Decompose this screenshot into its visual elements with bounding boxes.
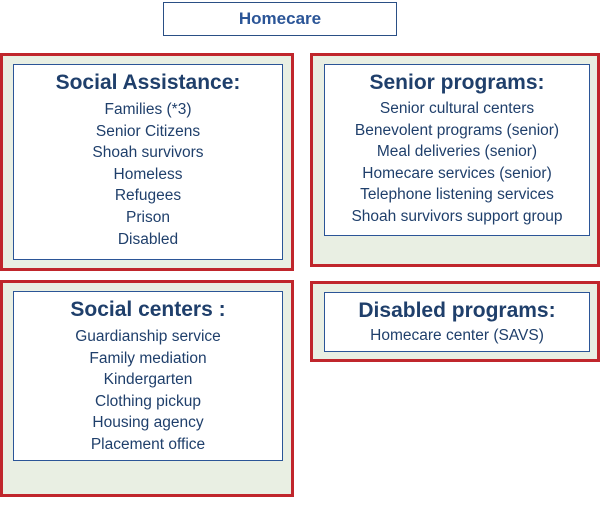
homecare-box <box>163 2 397 36</box>
senior-programs-panel <box>324 64 590 236</box>
list-item: Housing agency <box>92 414 204 432</box>
list-item: Family mediation <box>89 349 207 367</box>
list-item: Kindergarten <box>103 371 193 389</box>
list-item: Benevolent programs (senior) <box>354 121 560 139</box>
list-item: Guardianship service <box>75 328 221 345</box>
disabled-programs-group <box>310 281 600 362</box>
list-item: Homeless <box>113 165 183 183</box>
senior-programs-title: Senior programs: <box>369 71 545 94</box>
list-item: Shoah survivors support group <box>351 207 563 225</box>
social-centers-panel <box>13 291 283 461</box>
list-item: Homecare services (senior) <box>362 164 552 182</box>
list-item: Senior Citizens <box>95 122 201 140</box>
list-item: Disabled <box>117 230 179 248</box>
list-item: Senior cultural centers <box>379 100 535 117</box>
list-item: Telephone listening services <box>360 186 554 204</box>
homecare-title: Homecare <box>238 9 322 28</box>
list-item: Refugees <box>114 187 182 205</box>
list-item: Shoah survivors <box>92 144 204 162</box>
list-item: Homecare center (SAVS) <box>370 327 544 344</box>
list-item: Meal deliveries (senior) <box>376 143 538 161</box>
social-assistance-panel <box>13 64 283 260</box>
list-item: Prison <box>126 208 170 226</box>
social-centers-group <box>0 280 294 497</box>
list-item: Clothing pickup <box>95 392 201 410</box>
social-assistance-title: Social Assistance: <box>55 71 241 94</box>
senior-programs-group <box>310 53 600 267</box>
social-assistance-group <box>0 53 294 271</box>
list-item: Families (*3) <box>104 101 192 118</box>
disabled-programs-panel <box>324 292 590 352</box>
social-centers-title: Social centers : <box>70 298 226 321</box>
list-item: Placement office <box>90 435 206 453</box>
disabled-programs-title: Disabled programs: <box>358 299 556 322</box>
